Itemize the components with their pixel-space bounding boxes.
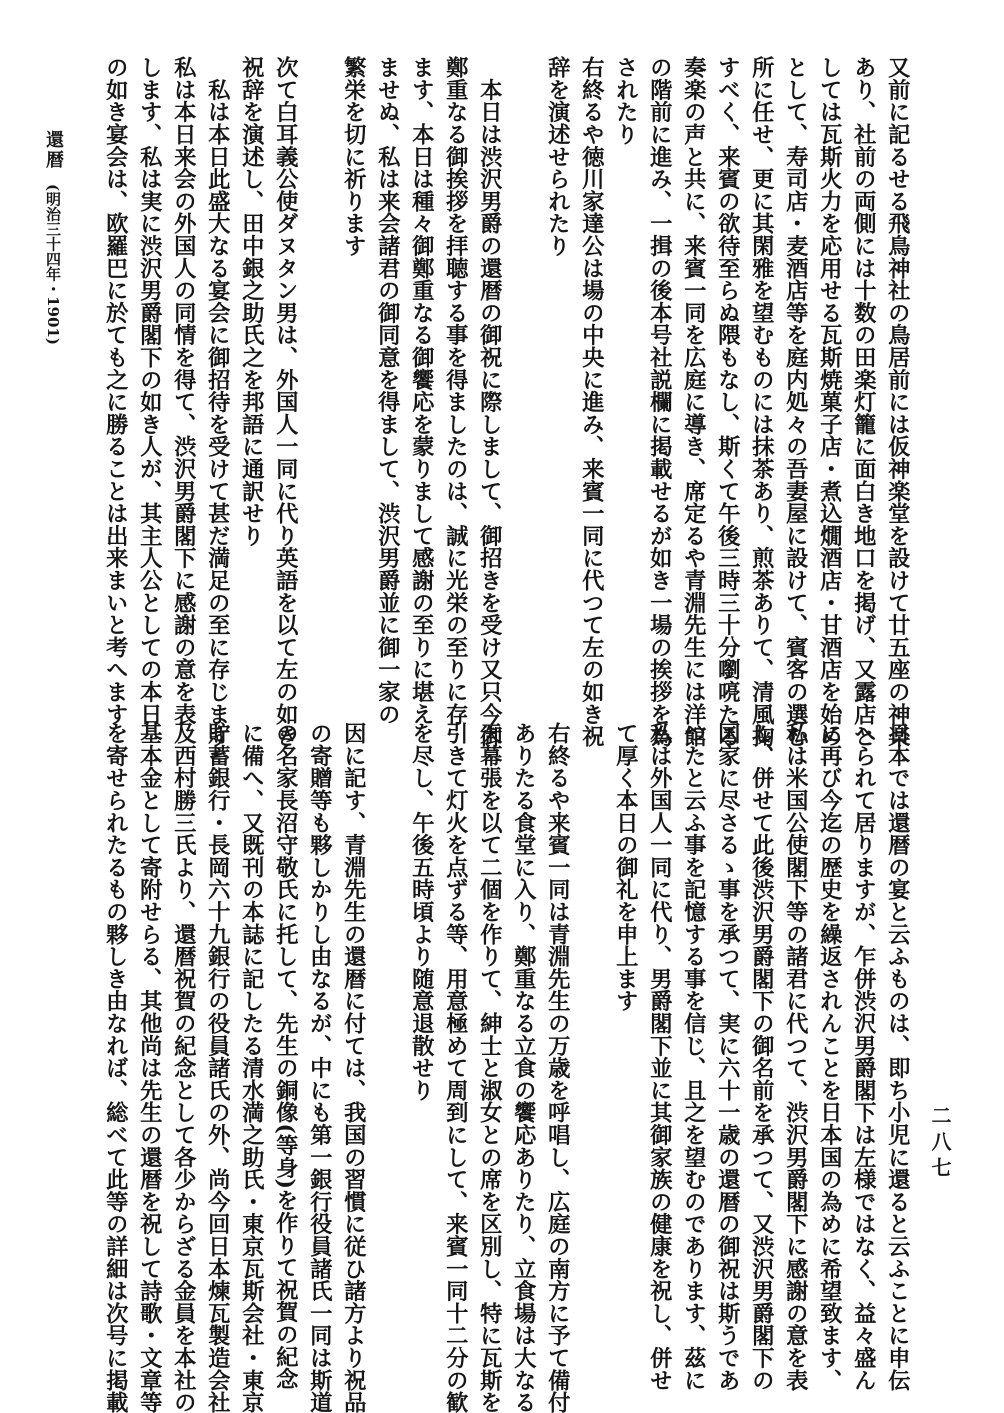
- text-column: 祝辞を演述し、田中銀之助氏之を邦語に通訳せり: [238, 56, 265, 547]
- text-column: の名家長沼守敬氏に托して、先生の銅像(等身)を作りて祝賀の紀念: [272, 722, 299, 1390]
- text-column: に備へ、又既刊の本誌に記したる清水満之助氏・東京瓦斯会社・東京: [238, 722, 265, 1413]
- text-column: 右終るや徳川家達公は場の中央に進み、来賓一同に代つて左の如き祝: [578, 56, 605, 748]
- text-column: 因に記す、青淵先生の還暦に付ては、我国の習慣に従ひ諸方より祝品: [340, 722, 367, 1413]
- text-column: しては瓦斯火力を応用せる瓦斯焼菓子店・煮込燗酒店・甘酒店を始め: [816, 56, 843, 748]
- page-number: 二八七: [928, 1105, 952, 1183]
- text-column: 辞を演述せられたり: [544, 56, 571, 257]
- text-column: すべく、来賓の欲待至らぬ隈もなし、斯くて午後三時三十分嚠喨たる: [714, 56, 741, 748]
- text-column: 次て白耳義公使ダヌタン男は、外国人一同に代り英語を以て左の如き: [272, 56, 299, 748]
- text-column: つたと云ふ事を記憶する事を信じ、且之を望むのであります、茲に: [680, 722, 707, 1391]
- text-column: として、寿司店・麦酒店等を庭内処々の吾妻屋に設けて、賓客の選む: [782, 56, 809, 748]
- text-column: ます、本日は種々御鄭重なる御饗応を蒙りまして感謝の至りに堪え: [408, 56, 435, 725]
- text-column: 日本では還暦の宴と云ふものは、即ち小児に還ると云ふことに申伝: [884, 722, 911, 1391]
- text-column: 国家に尽さるゝ事を承つて、実に六十一歳の還暦の御祝は斯うであ: [714, 722, 741, 1391]
- text-column: 天幕張を以て二個を作りて、紳士と淑女との席を区別し、特に瓦斯を: [476, 722, 503, 1413]
- text-column: 貯蓄銀行・長岡六十九銀行の役員諸氏の外、尚今回日本煉瓦製造会社: [204, 722, 231, 1413]
- text-column: あり、社前の両側には十数の田楽灯籠に面白き地口を掲げ、又露店と: [850, 56, 877, 748]
- text-column: ありたる食堂に入り、鄭重なる立食の饗応ありたり、立食場は大なる: [510, 722, 537, 1413]
- header-title: 還暦: [43, 130, 64, 170]
- text-column: て厚く本日の御礼を申上ます: [612, 722, 639, 1012]
- text-column: 及西村勝三氏より、還暦祝賀の紀念として各少からざる金員を本社の: [170, 722, 197, 1413]
- text-column: 右終るや来賓一同は青淵先生の万歳を呼唱し、広庭の南方に予て備付: [544, 722, 571, 1413]
- text-column: されたり: [612, 56, 639, 146]
- text-column: の寄贈等も夥しかりし由なるが、中にも第一銀行役員諸氏一同は斯道: [306, 722, 333, 1413]
- text-column: 鄭重なる御挨拶を拝聴する事を得ましたのは、誠に光栄の至りに存: [442, 56, 469, 725]
- text-column: の階前に進み、一揖の後本号社説欄に掲載せるが如き一場の挨拶を為: [646, 56, 673, 748]
- text-column: 基本金として寄附せらる、其他尚は先生の還暦を祝して詩歌・文章等: [136, 722, 163, 1413]
- header-era: (明治三十四年・1901): [44, 184, 62, 345]
- text-column: を尽し、午後五時頃より随意退散せり: [408, 722, 435, 1102]
- text-column: 私は本日此盛大なる宴会に御招待を受けて甚だ満足の至に存じます: [204, 56, 231, 748]
- text-column: へられて居りますが、乍併渋沢男爵閣下は左様ではなく、益々盛ん: [850, 722, 877, 1391]
- text-column: 繁栄を切に祈ります: [340, 56, 367, 257]
- text-column: 私は米国公使閣下等の諸君に代つて、渋沢男爵閣下に感謝の意を表: [782, 722, 809, 1391]
- text-column: 又前に記るせる飛鳥神社の鳥居前には仮神楽堂を設けて廿五座の神楽: [884, 56, 911, 748]
- text-column: に再び今迄の歴史を繰返されんことを日本国の為めに希望致ます、: [816, 722, 843, 1391]
- text-column: の如き宴会は、欧羅巴に於ても之に勝ることは出来まいと考へます: [102, 56, 129, 725]
- text-column: 私は外国人一同に代り、男爵閣下並に其御家族の健康を祝し、併せ: [646, 722, 673, 1391]
- text-column: 私は本日来会の外国人の同情を得て、渋沢男爵閣下に感謝の意を表: [170, 56, 197, 725]
- text-column: 所に任せ、更に其閑雅を望むものには抹茶あり、煎茶ありて、清風掬: [748, 56, 775, 748]
- running-header: [40, 130, 66, 345]
- text-column: 本日は渋沢男爵の還暦の御祝に際しまして、御招きを受け又只今御: [476, 56, 503, 748]
- text-column: し、併せて此後渋沢男爵閣下の御名前を承つて、又渋沢男爵閣下の: [748, 722, 775, 1391]
- text-column: 奏楽の声と共に、来賓一同を広庭に導き、席定るや青淵先生には洋館: [680, 56, 707, 748]
- text-column: 引きて灯火を点ずる等、用意極めて周到にして、来賓一同十二分の歓: [442, 722, 469, 1413]
- text-column: します、私は実に渋沢男爵閣下の如き人が、其主人公としての本日: [136, 56, 163, 725]
- text-column: ませぬ、私は来会諸君の御同意を得まして、渋沢男爵並に御一家の: [374, 56, 401, 725]
- text-column: を寄せられたるもの夥しき由なれば、総べて此等の詳細は次号に掲載: [102, 722, 129, 1413]
